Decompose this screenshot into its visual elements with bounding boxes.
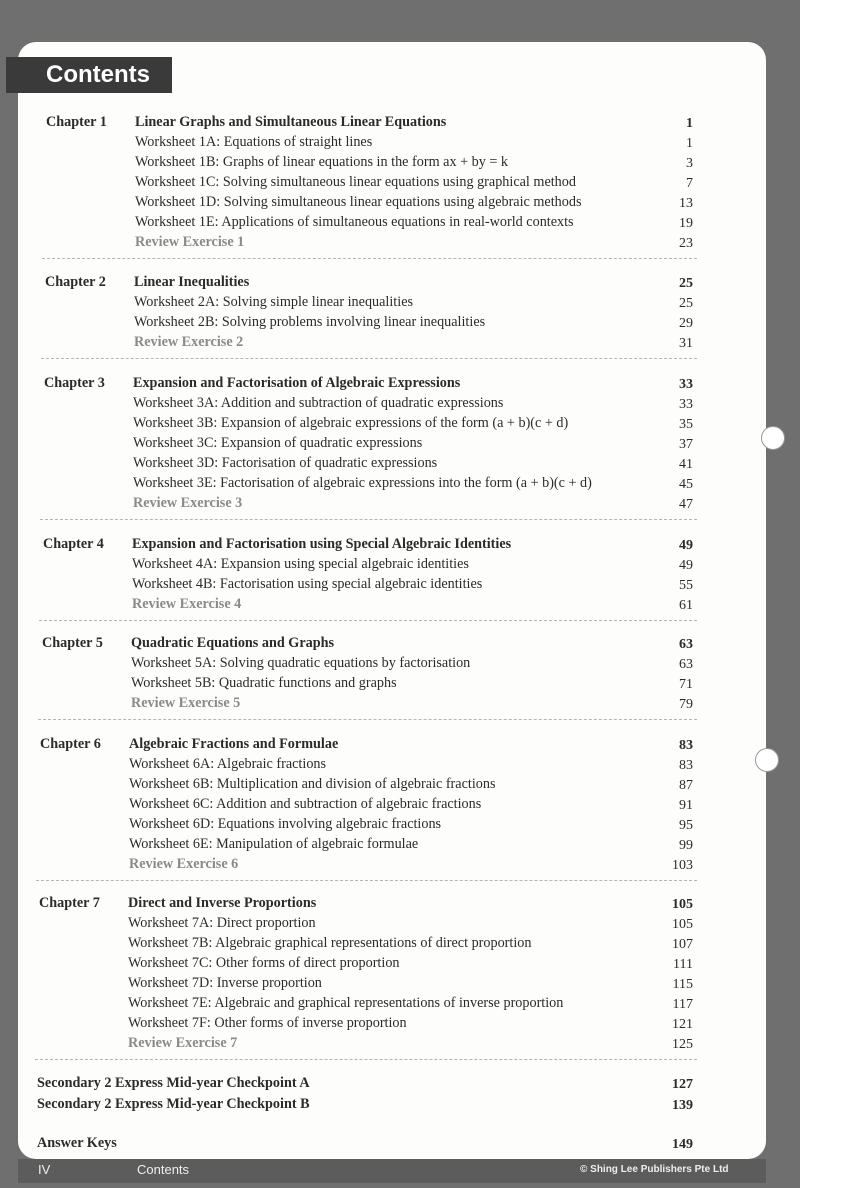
page-number: 1: [686, 116, 693, 131]
worksheet-entry: Worksheet 7F: Other forms of inverse proportion: [128, 1015, 407, 1031]
section-divider: [39, 620, 697, 621]
worksheet-entry: Worksheet 3D: Factorisation of quadratic expressions: [133, 455, 438, 471]
page-number: 13: [679, 196, 693, 211]
section-divider: [41, 358, 697, 359]
page-number: 1: [686, 136, 693, 151]
review-exercise: Review Exercise 6: [129, 856, 239, 872]
page-number: 63: [679, 657, 693, 672]
page-number: 121: [672, 1017, 693, 1032]
worksheet-entry: Worksheet 6D: Equations involving algebraic fractions: [129, 816, 442, 832]
worksheet-entry: Worksheet 7C: Other forms of direct proportion: [128, 955, 400, 971]
page-number: 105: [672, 917, 693, 932]
footer-copyright: © Shing Lee Publishers Pte Ltd: [580, 1164, 729, 1175]
page-number: 149: [672, 1137, 693, 1152]
section-divider: [42, 258, 697, 259]
page-number: 79: [679, 697, 693, 712]
page-number: 95: [679, 818, 693, 833]
page-number: 105: [672, 897, 693, 912]
section-divider: [36, 880, 697, 881]
page-number: 91: [679, 798, 693, 813]
worksheet-entry: Worksheet 7D: Inverse proportion: [128, 975, 322, 991]
page-number: 63: [679, 637, 693, 652]
worksheet-entry: Worksheet 3B: Expansion of algebraic expressions of the form (a + b)(c + d): [133, 415, 569, 431]
worksheet-entry: Worksheet 7A: Direct proportion: [128, 915, 316, 931]
chapter-title: Expansion and Factorisation of Algebraic Expressions: [133, 375, 461, 391]
chapter-label: Chapter 6: [40, 736, 101, 752]
chapter-label: Chapter 7: [39, 895, 100, 911]
page-number: 111: [673, 957, 693, 972]
worksheet-entry: Worksheet 1A: Equations of straight lines: [135, 134, 373, 150]
checkpoint-entry: Secondary 2 Express Mid-year Checkpoint A: [37, 1075, 310, 1091]
page-number: 37: [679, 437, 693, 452]
page-number: 45: [679, 477, 693, 492]
chapter-title: Expansion and Factorisation using Special Algebraic Identities: [132, 536, 512, 552]
checkpoint-entry: Secondary 2 Express Mid-year Checkpoint B: [37, 1096, 310, 1112]
page-number: 7: [686, 176, 693, 191]
worksheet-entry: Worksheet 4B: Factorisation using special algebraic identities: [132, 576, 483, 592]
worksheet-entry: Worksheet 1B: Graphs of linear equations in the form ax + by = k: [135, 154, 509, 170]
chapter-label: Chapter 5: [42, 635, 103, 651]
page-number: 107: [672, 937, 693, 952]
chapter-title: Quadratic Equations and Graphs: [131, 635, 335, 651]
review-exercise: Review Exercise 5: [131, 695, 241, 711]
worksheet-entry: Worksheet 1D: Solving simultaneous linear equations using algebraic methods: [135, 194, 582, 210]
punch-hole: [755, 748, 779, 772]
worksheet-entry: Worksheet 1C: Solving simultaneous linear equations using graphical method: [135, 174, 576, 190]
worksheet-entry: Worksheet 5B: Quadratic functions and graphs: [131, 675, 397, 691]
page-number: 127: [672, 1077, 693, 1092]
chapter-label: Chapter 2: [45, 274, 106, 290]
worksheet-entry: Worksheet 5A: Solving quadratic equations by factorisation: [131, 655, 471, 671]
chapter-label: Chapter 4: [43, 536, 104, 552]
review-exercise: Review Exercise 7: [128, 1035, 238, 1051]
section-divider: [38, 719, 697, 720]
chapter-title: Linear Inequalities: [134, 274, 250, 290]
page-number: 49: [679, 558, 693, 573]
worksheet-entry: Worksheet 7E: Algebraic and graphical representations of inverse proportion: [128, 995, 564, 1011]
page-number: 19: [679, 216, 693, 231]
worksheet-entry: Worksheet 4A: Expansion using special algebraic identities: [132, 556, 469, 572]
chapter-title: Algebraic Fractions and Formulae: [129, 736, 339, 752]
worksheet-entry: Worksheet 6A: Algebraic fractions: [129, 756, 327, 772]
review-exercise: Review Exercise 2: [134, 334, 244, 350]
page-number: 87: [679, 778, 693, 793]
section-divider: [40, 519, 697, 520]
worksheet-entry: Worksheet 7B: Algebraic graphical representations of direct proportion: [128, 935, 532, 951]
page-number: 55: [679, 578, 693, 593]
page-number: 83: [679, 758, 693, 773]
page-number: 3: [686, 156, 693, 171]
page-number: 125: [672, 1037, 693, 1052]
worksheet-entry: Worksheet 3E: Factorisation of algebraic expressions into the form (a + b)(c + d): [133, 475, 592, 491]
review-exercise: Review Exercise 3: [133, 495, 243, 511]
worksheet-entry: Worksheet 2B: Solving problems involving linear inequalities: [134, 314, 486, 330]
page-number: 35: [679, 417, 693, 432]
page-number: 23: [679, 236, 693, 251]
page-number: 25: [679, 276, 693, 291]
worksheet-entry: Worksheet 6E: Manipulation of algebraic formulae: [129, 836, 419, 852]
page-number: 61: [679, 598, 693, 613]
review-exercise: Review Exercise 1: [135, 234, 245, 250]
page-number: 49: [679, 538, 693, 553]
page-number: 33: [679, 377, 693, 392]
page-number: 31: [679, 336, 693, 351]
page-number: 33: [679, 397, 693, 412]
page-number: 29: [679, 316, 693, 331]
page-number: 103: [672, 858, 693, 873]
footer-page-number: IV: [38, 1162, 51, 1177]
page-number: 117: [672, 997, 693, 1012]
chapter-title: Linear Graphs and Simultaneous Linear Equations: [135, 114, 447, 130]
page-number: 139: [672, 1098, 693, 1113]
chapter-label: Chapter 3: [44, 375, 105, 391]
page-title: Contents: [6, 57, 172, 93]
footer-section: Contents: [137, 1162, 190, 1177]
worksheet-entry: Worksheet 2A: Solving simple linear inequalities: [134, 294, 414, 310]
worksheet-entry: Worksheet 3C: Expansion of quadratic expressions: [133, 435, 423, 451]
worksheet-entry: Worksheet 3A: Addition and subtraction of quadratic expressions: [133, 395, 504, 411]
page-number: 99: [679, 838, 693, 853]
page-number: 71: [679, 677, 693, 692]
worksheet-entry: Worksheet 6C: Addition and subtraction of algebraic fractions: [129, 796, 482, 812]
worksheet-entry: Worksheet 6B: Multiplication and division of algebraic fractions: [129, 776, 496, 792]
section-divider: [35, 1059, 697, 1060]
answer-keys: Answer Keys: [37, 1135, 117, 1151]
page-number: 47: [679, 497, 693, 512]
worksheet-entry: Worksheet 1E: Applications of simultaneous equations in real-world contexts: [135, 214, 574, 230]
review-exercise: Review Exercise 4: [132, 596, 242, 612]
page-number: 41: [679, 457, 693, 472]
chapter-label: Chapter 1: [46, 114, 107, 130]
page-number: 83: [679, 738, 693, 753]
page-number: 115: [672, 977, 693, 992]
punch-hole: [761, 426, 785, 450]
chapter-title: Direct and Inverse Proportions: [128, 895, 317, 911]
page-number: 25: [679, 296, 693, 311]
